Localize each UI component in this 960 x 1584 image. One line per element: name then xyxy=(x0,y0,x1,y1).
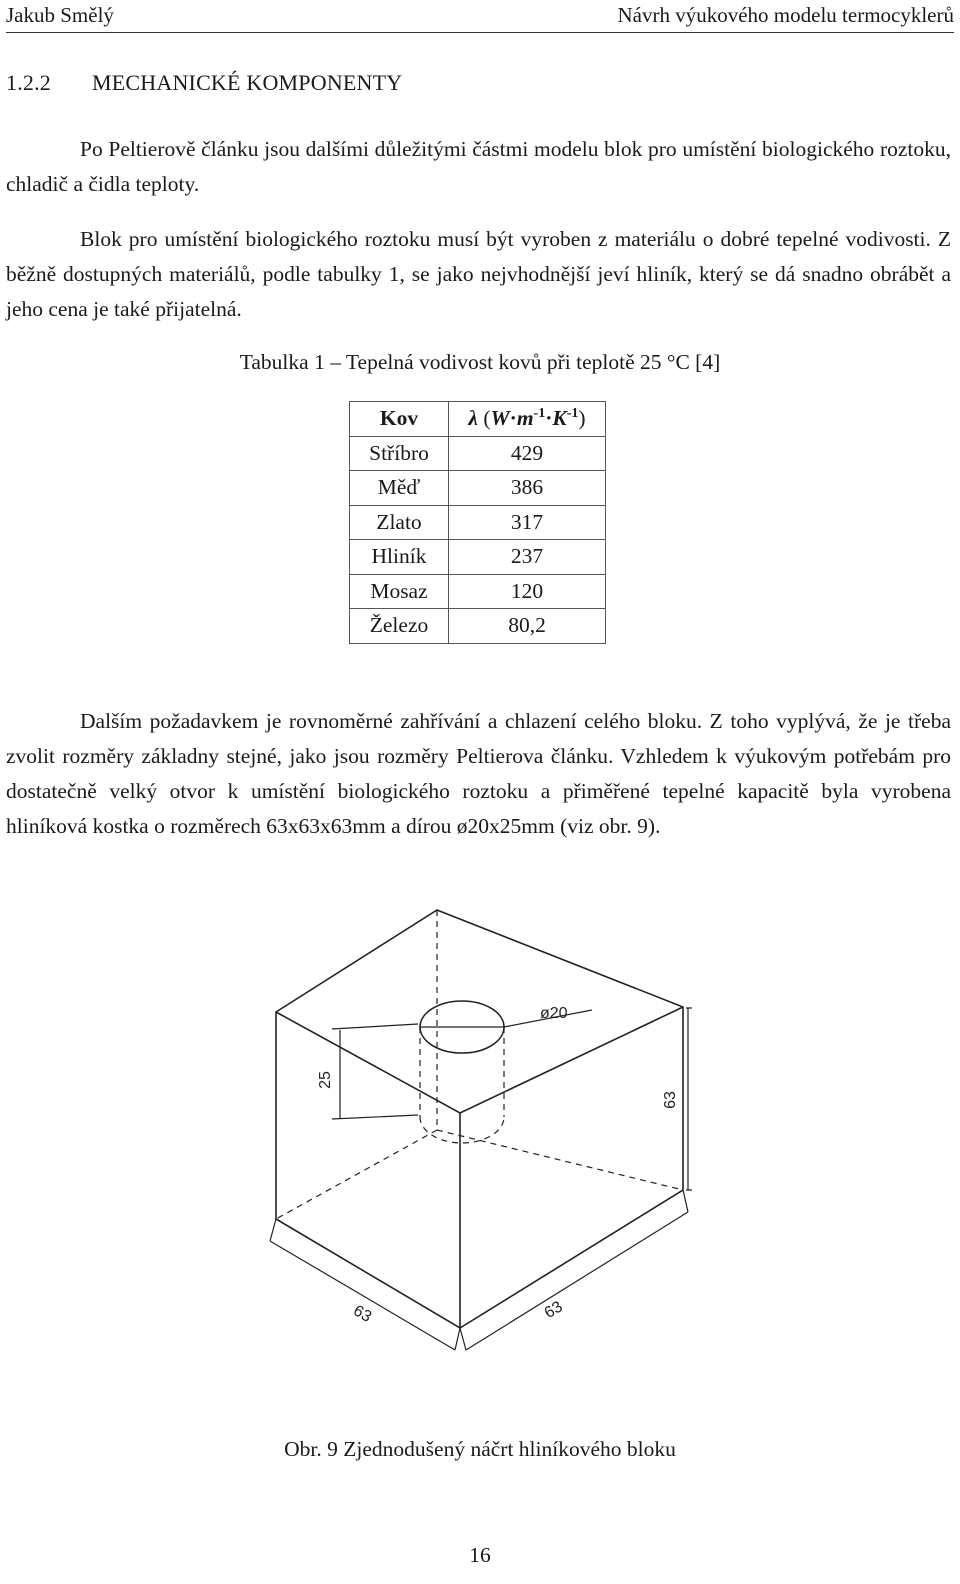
section-heading xyxy=(6,70,402,96)
section-title: MECHANICKÉ KOMPONENTY xyxy=(92,70,403,95)
cube-top-edge-front xyxy=(276,1007,683,1113)
page-number: 16 xyxy=(469,1543,491,1567)
header-author: Jakub Smělý xyxy=(6,3,114,27)
table-row xyxy=(350,436,606,471)
table-row xyxy=(350,540,606,575)
paragraph-intro: Po Peltierově článku jsou dalšími důležitými částmi modelu blok pro umístění biologického roztoku, chladič a čidla teploty. xyxy=(6,137,951,196)
cell-value: 386 xyxy=(449,471,606,506)
aluminium-block-drawing xyxy=(0,900,960,1420)
table-caption: Tabulka 1 – Tepelná vodivost kovů při teplotě 25 °C [4] xyxy=(239,350,721,374)
thermal-conductivity-table xyxy=(349,401,606,644)
depth-label: 25 xyxy=(317,1071,334,1089)
table-row xyxy=(350,471,606,506)
depth-dimension xyxy=(332,1024,418,1119)
cell-value: 429 xyxy=(449,436,606,471)
paragraph-block-dimensions: Dalším požadavkem je rovnoměrné zahřívání a chlazení celého bloku. Z toho vyplývá, že je třeba zvolit rozměry základny stejné, jako jsou rozměry Peltierova článku. Vzhledem k výukovým potřebám pro dostatečně velký otvor k umístění biologického roztoku a přiměřené tepelné kapacitě byla vyrobena hliníková kostka o rozměrech 63x63x63mm a dírou ø20x25mm (viz obr. 9). xyxy=(6,709,951,838)
cell-metal: Železo xyxy=(350,609,449,644)
figure-caption: Obr. 9 Zjednodušený náčrt hliníkového bloku xyxy=(284,1437,676,1461)
cell-value: 317 xyxy=(449,505,606,540)
paragraph-block-material: Blok pro umístění biologického roztoku musí být vyroben z materiálu o dobré tepelné vodivosti. Z běžně dostupných materiálů, podle tabulky 1, se jako nejvhodnější jeví hliník, který se dá snadno obrábět a jeho cena je také přijatelná. xyxy=(6,227,951,321)
left-width-label: 63 xyxy=(350,1302,375,1326)
table-row xyxy=(350,574,606,609)
cell-metal: Hliník xyxy=(350,540,449,575)
hole-walls xyxy=(420,1027,504,1117)
header-lambda: λ $(W\cdot m^{-1}\cdot K^{-1})$ xyxy=(449,402,606,437)
cell-value: 237 xyxy=(449,540,606,575)
diameter-label: ø20 xyxy=(540,1005,568,1022)
left-width-dimension xyxy=(270,1219,460,1350)
cell-metal: Měď xyxy=(350,471,449,506)
section-number: 1.2.2 xyxy=(6,70,51,95)
page-header xyxy=(6,2,954,33)
table-row xyxy=(350,609,606,644)
cell-metal: Stříbro xyxy=(350,436,449,471)
table-row xyxy=(350,505,606,540)
cell-value: 80,2 xyxy=(449,609,606,644)
height-dimension xyxy=(686,1008,692,1190)
table-header-row xyxy=(350,402,606,437)
cube-hidden-edges xyxy=(276,910,683,1219)
header-metal: Kov xyxy=(350,402,449,437)
cell-metal: Mosaz xyxy=(350,574,449,609)
cell-value: 120 xyxy=(449,574,606,609)
header-document-title: Návrh výukového modelu termocyklerů xyxy=(617,3,954,27)
right-width-dimension xyxy=(460,1190,688,1350)
cell-metal: Zlato xyxy=(350,505,449,540)
height-label: 63 xyxy=(662,1091,679,1109)
right-width-label: 63 xyxy=(541,1298,566,1323)
hole-bottom xyxy=(420,1117,504,1143)
